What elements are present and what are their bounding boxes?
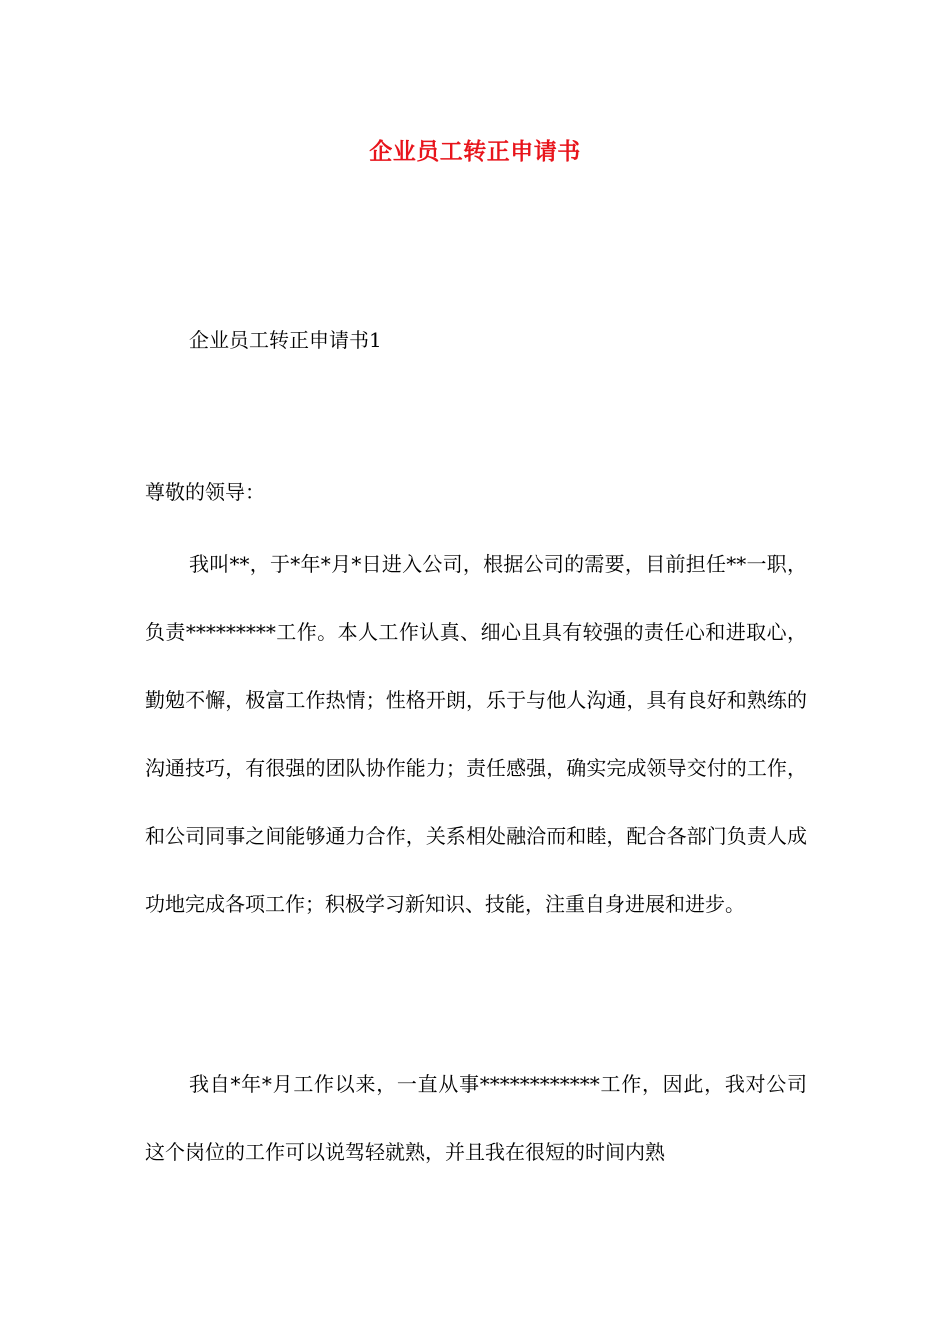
paragraph-2: 我自*年*月工作以来，一直从事************工作，因此，我对公司这个岗位的工作可以说驾轻就熟，并且我在很短的时间内熟 [145,1072,807,1164]
salutation: 尊敬的领导： [145,480,265,504]
document-title: 企业员工转正申请书 [369,138,581,165]
document-subtitle: 企业员工转正申请书1 [189,328,382,352]
paragraph-1: 我叫**，于*年*月*日进入公司，根据公司的需要，目前担任**一职，负责*********工作。本人工作认真、细心且具有较强的责任心和进取心，勤勉不懈，极富工作热情；性格开朗，乐于与他人沟通，具有良好和熟练的沟通技巧，有很强的团队协作能力；责任感强，确实完成领导交付的工作，和公司同事之间能够通力合作，关系相处融洽而和睦，配合各部门负责人成功地完成各项工作；积极学习新知识、技能，注重自身进展和进步。 [145,552,807,916]
